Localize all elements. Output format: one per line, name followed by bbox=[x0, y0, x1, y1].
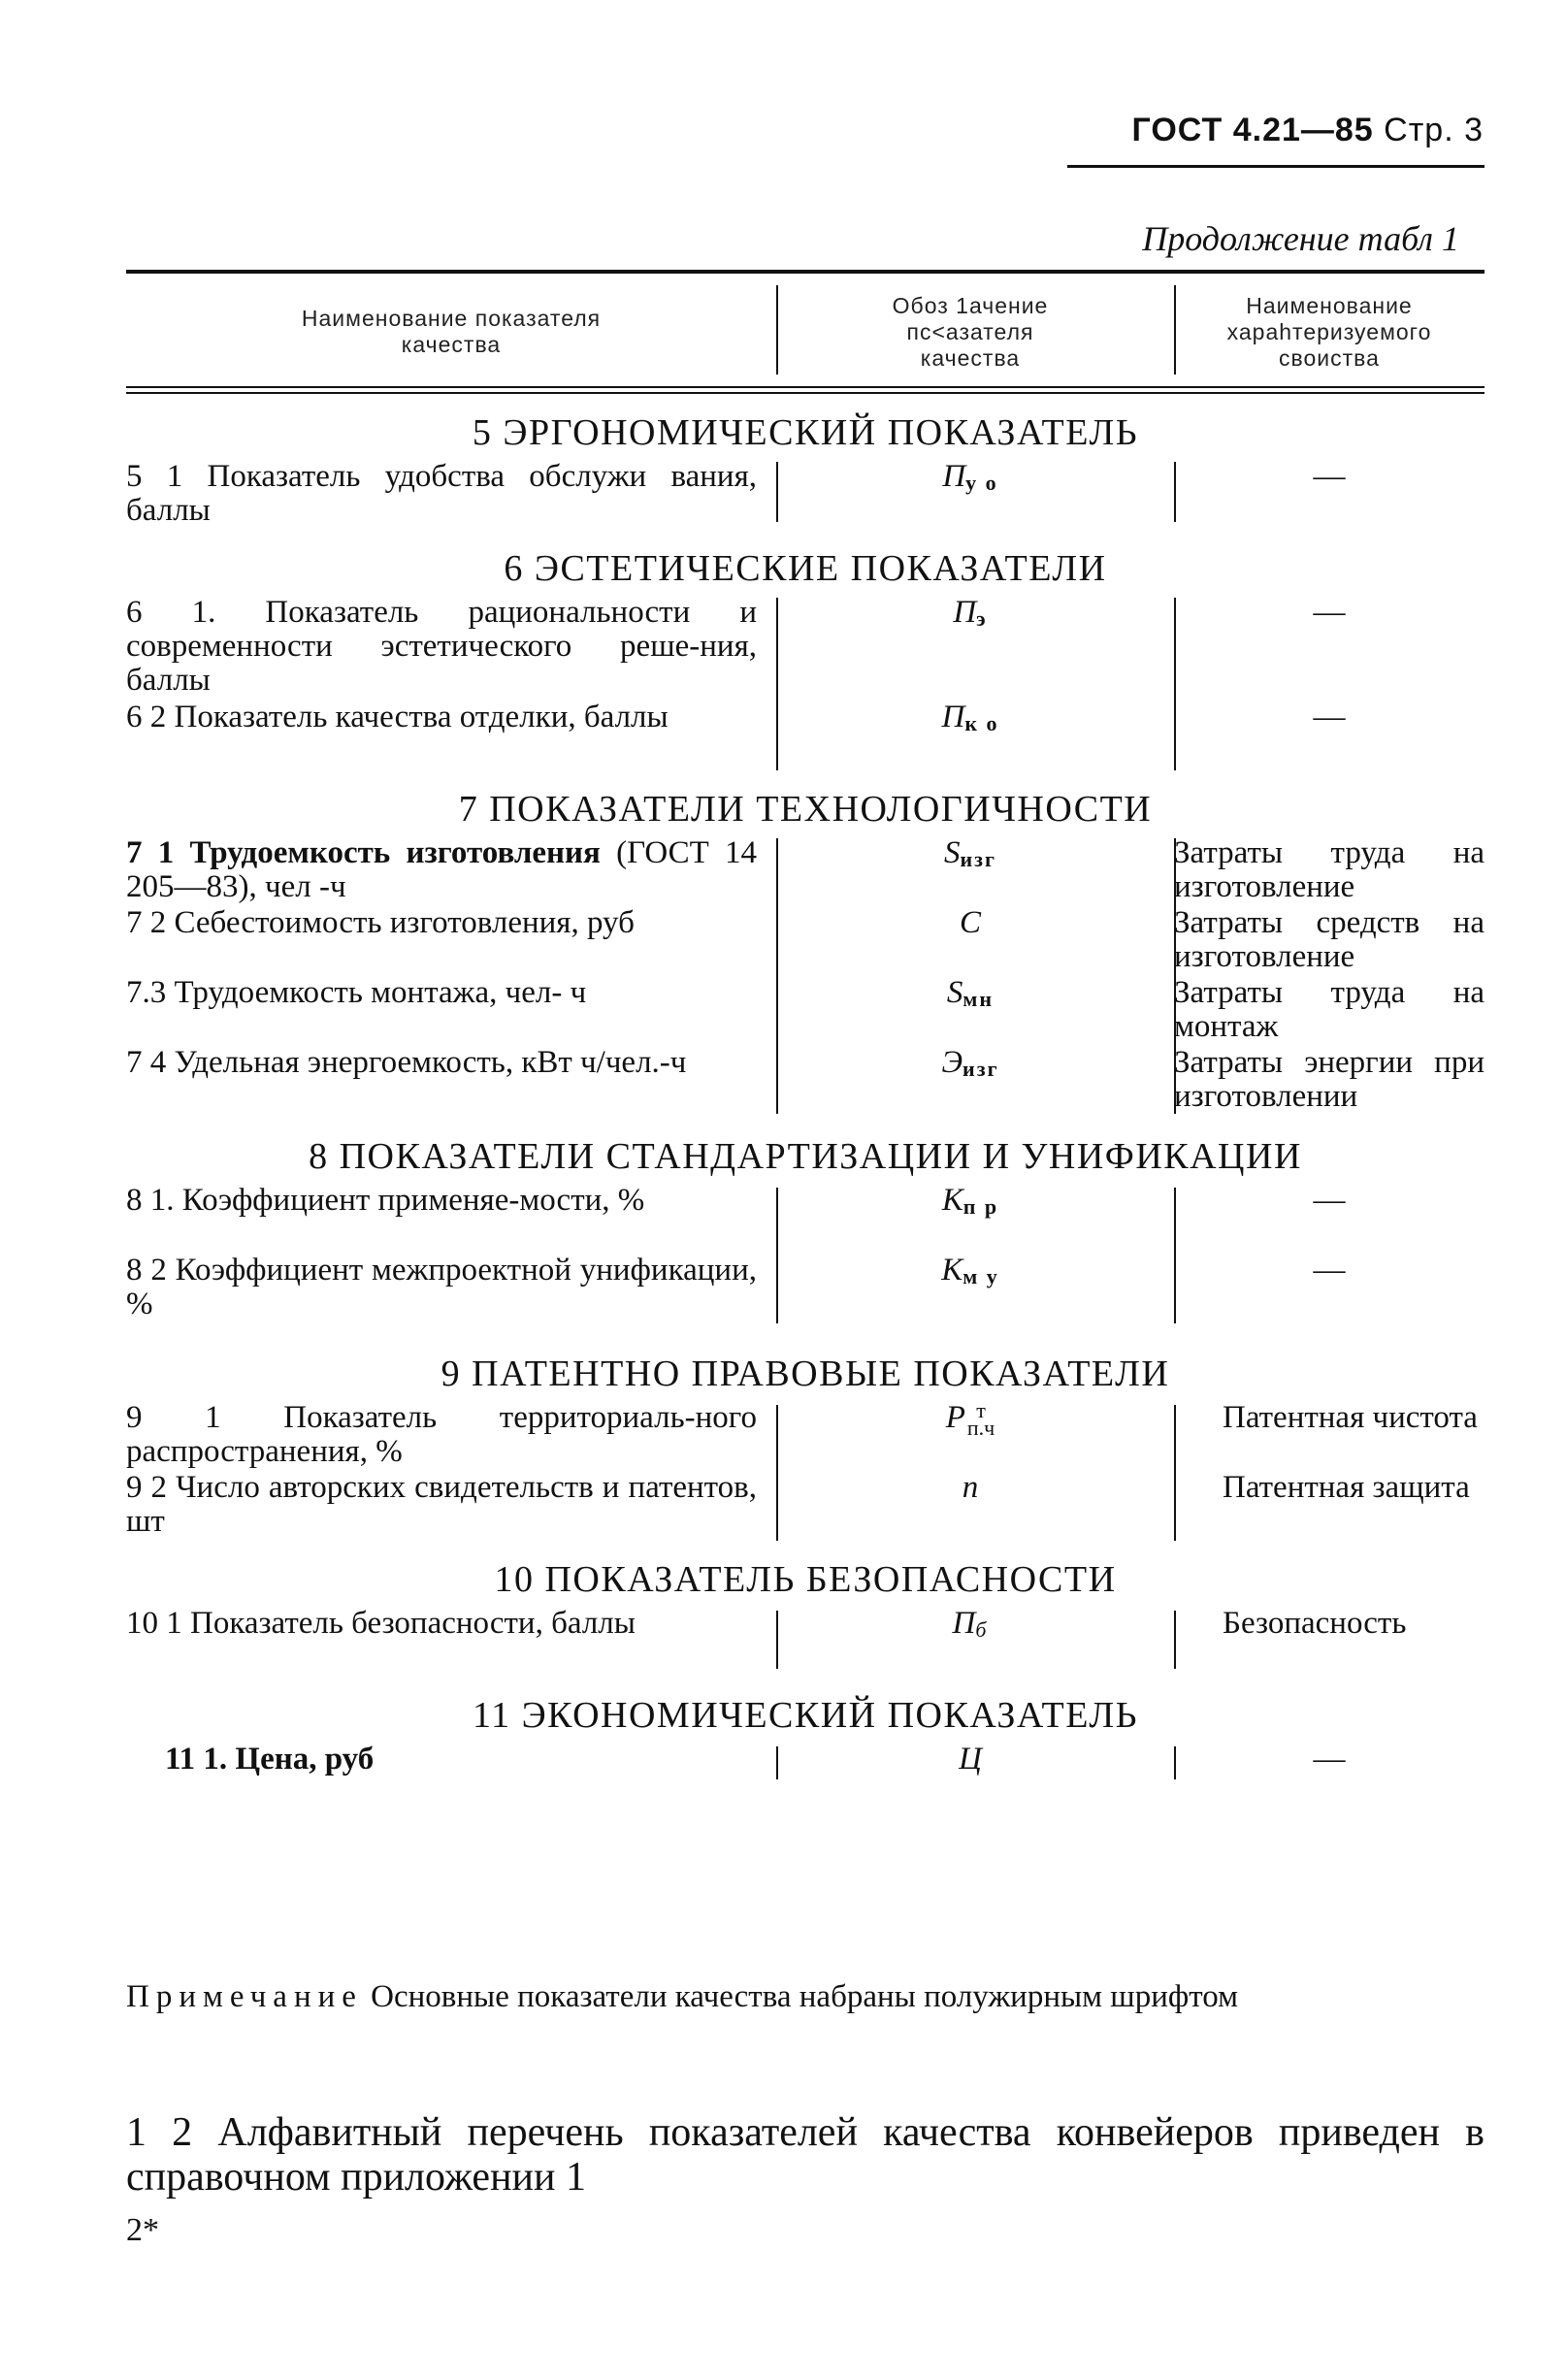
indicator-name: 7 4 Удельная энергоемкость, кВт ч/чел.-ч bbox=[126, 1045, 687, 1080]
indicator-name-bold: 7 1 Трудоемкость изготовления bbox=[126, 835, 601, 870]
symbol-letter: S bbox=[943, 835, 961, 870]
section-title: 5 ЭРГОНОМИЧЕСКИЙ ПОКАЗАТЕЛЬ bbox=[472, 412, 1139, 453]
indicator-symbol bbox=[776, 1471, 1164, 1505]
symbol-letter: П bbox=[953, 595, 977, 630]
indicator-symbol bbox=[776, 1254, 1164, 1293]
section-title: 11 ЭКОНОМИЧЕСКИЙ ПОКАЗАТЕЛЬ bbox=[473, 1695, 1138, 1736]
symbol-subscript: к о bbox=[964, 711, 999, 735]
table-row bbox=[126, 1607, 1484, 1677]
indicator-name bbox=[126, 836, 757, 904]
symbol-letter: К bbox=[941, 1183, 963, 1218]
symbol-letter: П bbox=[942, 459, 966, 494]
section-title: 10 ПОКАЗАТЕЛЬ БЕЗОПАСНОСТИ bbox=[494, 1559, 1117, 1600]
header-col-symbol-line: качества bbox=[920, 345, 1021, 371]
table-header bbox=[126, 274, 1484, 386]
symbol-letter: П bbox=[952, 1606, 976, 1641]
section-title: 9 ПАТЕНТНО ПРАВОВЫЕ ПОКАЗАТЕЛИ bbox=[440, 1353, 1170, 1394]
indicator-symbol bbox=[776, 1184, 1164, 1223]
note-label: Примечание bbox=[126, 1979, 363, 2014]
indicator-name: 8 2 Коэффициент межпроектной унификации, % bbox=[126, 1253, 757, 1321]
indicator-property: Затраты труда на изготовление bbox=[1174, 835, 1484, 904]
indicator-name bbox=[126, 1743, 757, 1777]
symbol-letter: П bbox=[941, 700, 965, 734]
table-row bbox=[126, 1046, 1484, 1118]
indicator-symbol bbox=[776, 460, 1164, 500]
header-col-symbol bbox=[776, 293, 1164, 372]
symbol-superscript: т bbox=[976, 1398, 986, 1423]
header-col-name bbox=[126, 306, 776, 358]
symbol-letter: P bbox=[945, 1400, 965, 1435]
table-row bbox=[126, 1184, 1484, 1254]
symbol-letter: Э bbox=[941, 1045, 963, 1080]
indicator-property: — bbox=[1313, 595, 1346, 630]
indicator-symbol bbox=[776, 701, 1164, 740]
page-header bbox=[1132, 112, 1484, 149]
table-header-rule bbox=[126, 386, 1484, 394]
header-col-property-line: Наименование bbox=[1246, 293, 1413, 318]
symbol-letter: Ц bbox=[959, 1742, 982, 1777]
indicator-property: — bbox=[1313, 459, 1346, 494]
note-text: Основные показатели качества набраны полужирным шрифтом bbox=[371, 1979, 1238, 2014]
table-row bbox=[126, 976, 1484, 1046]
signature-mark: 2* bbox=[126, 2212, 159, 2248]
header-col-symbol-line: Обоз 1ачение bbox=[892, 293, 1049, 318]
table-row bbox=[126, 1254, 1484, 1323]
indicator-symbol bbox=[776, 1046, 1164, 1086]
indicator-property: Затраты средств на изготовление bbox=[1174, 905, 1484, 974]
header-col-property-line: своиства bbox=[1279, 345, 1380, 371]
indicator-name: 9 2 Число авторских свидетельств и патентов, шт bbox=[126, 1470, 757, 1539]
table-note bbox=[126, 1979, 1484, 2014]
indicator-property: Патентная защита bbox=[1223, 1470, 1470, 1505]
indicator-symbol bbox=[776, 1398, 1164, 1441]
symbol-letter: К bbox=[941, 1253, 963, 1288]
table-row bbox=[126, 1398, 1484, 1471]
symbol-letter: С bbox=[959, 905, 981, 940]
table-row bbox=[126, 701, 1484, 770]
table-row bbox=[126, 1743, 1484, 1791]
header-col-property bbox=[1174, 293, 1484, 372]
symbol-subscript: у о bbox=[965, 471, 998, 495]
indicator-symbol bbox=[776, 1743, 1164, 1777]
indicator-name: 5 1 Показатель удобства обслужи вания, баллы bbox=[126, 459, 757, 528]
indicator-property: — bbox=[1313, 1742, 1346, 1777]
indicator-property: Затраты энергии при изготовлении bbox=[1174, 1045, 1484, 1114]
indicator-property: — bbox=[1313, 1183, 1346, 1218]
indicator-name: 9 1 Показатель территориаль-ного распространения, % bbox=[126, 1400, 757, 1469]
body-paragraph: 1 2 Алфавитный перечень показателей качества конвейеров приведен в справочном приложении 1 bbox=[126, 2110, 1484, 2200]
symbol-letter: S bbox=[946, 975, 963, 1010]
symbol-subscript: п р bbox=[962, 1194, 999, 1219]
symbol-subscript: э bbox=[976, 606, 988, 631]
section-title: 6 ЭСТЕТИЧЕСКИЕ ПОКАЗАТЕЛИ bbox=[504, 548, 1107, 589]
indicator-symbol bbox=[776, 976, 1164, 1016]
indicator-name: 7.3 Трудоемкость монтажа, чел- ч bbox=[126, 975, 587, 1010]
symbol-letter: n bbox=[962, 1470, 979, 1505]
symbol-subscript: мн bbox=[962, 987, 995, 1011]
symbol-subscript: б bbox=[975, 1617, 989, 1642]
table-row bbox=[126, 596, 1484, 701]
indicator-property: Патентная чистота bbox=[1223, 1400, 1478, 1435]
indicator-name-rest: (ГОСТ 14 205—83), чел -ч bbox=[126, 835, 758, 904]
page-number: Стр. 3 bbox=[1384, 112, 1484, 148]
indicator-name: 6 2 Показатель качества отделки, баллы bbox=[126, 700, 669, 734]
indicator-property: Затраты труда на монтаж bbox=[1174, 975, 1484, 1044]
table-row bbox=[126, 460, 1484, 530]
indicator-name: 8 1. Коэффициент применяе-мости, % bbox=[126, 1183, 645, 1218]
table-row bbox=[126, 906, 1484, 976]
table-row bbox=[126, 836, 1484, 906]
symbol-subscript: м у bbox=[962, 1264, 999, 1288]
indicator-name-bold: 11 1. Цена, руб bbox=[165, 1742, 375, 1777]
table-continuation-label: Продолжение табл 1 bbox=[1142, 219, 1459, 258]
header-rule bbox=[1067, 165, 1484, 168]
indicator-name: 6 1. Показатель рациональности и современности эстетического реше-ния, баллы bbox=[126, 595, 757, 698]
indicator-symbol bbox=[776, 596, 1164, 636]
symbol-subscript: изг bbox=[962, 1057, 999, 1081]
section-title: 8 ПОКАЗАТЕЛИ СТАНДАРТИЗАЦИИ И УНИФИКАЦИИ bbox=[309, 1136, 1302, 1177]
symbol-subscript: п.ч bbox=[966, 1416, 995, 1441]
indicator-symbol bbox=[776, 836, 1164, 876]
indicator-property: Безопасность bbox=[1223, 1606, 1407, 1641]
header-col-symbol-line: пс<азателя bbox=[906, 319, 1034, 344]
indicator-name: 7 2 Себестоимость изготовления, руб bbox=[126, 905, 635, 940]
indicator-property: — bbox=[1313, 700, 1346, 734]
standard-number: ГОСТ 4.21—85 bbox=[1131, 112, 1374, 148]
table-row bbox=[126, 1471, 1484, 1541]
indicator-property: — bbox=[1313, 1253, 1346, 1288]
header-col-property-line: хараhтеризуемого bbox=[1226, 319, 1432, 344]
header-col-name-line: качества bbox=[401, 332, 502, 357]
header-col-name-line: Наименование показателя bbox=[301, 306, 602, 331]
quality-indicators-table bbox=[126, 270, 1484, 1791]
indicator-name: 10 1 Показатель безопасности, баллы bbox=[126, 1606, 636, 1641]
indicator-symbol bbox=[776, 906, 1164, 946]
symbol-subscript: изг bbox=[960, 847, 996, 871]
section-title: 7 ПОКАЗАТЕЛИ ТЕХНОЛОГИЧНОСТИ bbox=[458, 789, 1153, 830]
indicator-symbol bbox=[776, 1607, 1164, 1646]
